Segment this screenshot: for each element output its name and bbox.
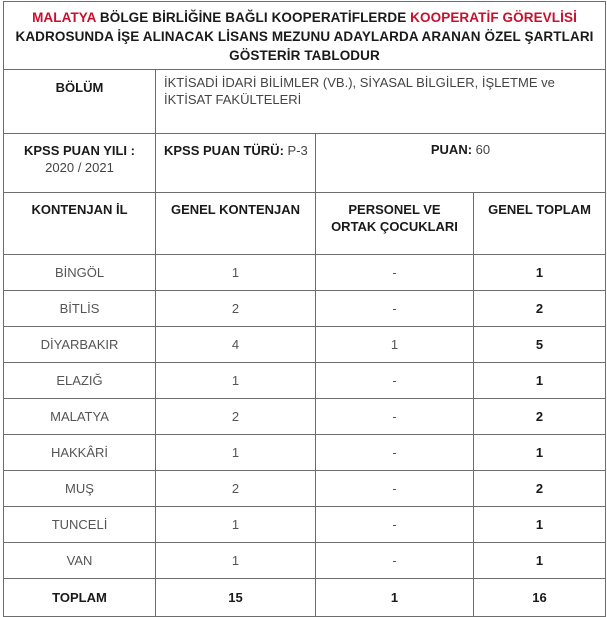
cell-genel: 4 <box>156 327 316 363</box>
cell-personel: - <box>316 507 474 543</box>
cell-il: BİNGÖL <box>4 255 156 291</box>
total-label: TOPLAM <box>4 579 156 617</box>
cell-toplam: 2 <box>474 291 606 327</box>
cell-personel: 1 <box>316 327 474 363</box>
table-row <box>4 471 606 507</box>
cell-genel: 2 <box>156 291 316 327</box>
header-genel: GENEL KONTENJAN <box>156 193 316 255</box>
cell-personel: - <box>316 399 474 435</box>
cell-il: DİYARBAKIR <box>4 327 156 363</box>
table-row <box>4 399 606 435</box>
table-row <box>4 363 606 399</box>
table-title <box>4 2 606 70</box>
quota-table <box>3 1 606 617</box>
cell-genel: 1 <box>156 507 316 543</box>
cell-personel: - <box>316 255 474 291</box>
cell-personel: - <box>316 291 474 327</box>
cell-genel: 2 <box>156 471 316 507</box>
cell-il: BİTLİS <box>4 291 156 327</box>
table-row <box>4 507 606 543</box>
cell-il: HAKKÂRİ <box>4 435 156 471</box>
puan-label: PUAN: <box>430 142 473 157</box>
total-genel: 15 <box>156 579 316 617</box>
cell-personel: - <box>316 471 474 507</box>
title-text-1: BÖLGE BİRLİĞİNE BAĞLI KOOPERATİFLERDE <box>96 9 411 25</box>
title-position: KOOPERATİF GÖREVLİSİ <box>410 9 577 25</box>
header-row <box>4 193 606 255</box>
cell-toplam: 2 <box>474 471 606 507</box>
total-row <box>4 579 606 617</box>
cell-toplam: 1 <box>474 435 606 471</box>
cell-genel: 1 <box>156 435 316 471</box>
kpss-type-cell <box>156 134 316 193</box>
cell-toplam: 1 <box>474 543 606 579</box>
kpss-year-value: 2020 / 2021 <box>45 160 114 175</box>
table-row <box>4 327 606 363</box>
bolum-row <box>4 70 606 134</box>
cell-genel: 1 <box>156 543 316 579</box>
cell-toplam: 1 <box>474 255 606 291</box>
total-personel: 1 <box>316 579 474 617</box>
header-il: KONTENJAN İL <box>4 193 156 255</box>
kpss-row <box>4 134 606 193</box>
cell-personel: - <box>316 435 474 471</box>
header-toplam: GENEL TOPLAM <box>474 193 606 255</box>
bolum-value: İKTİSADİ İDARİ BİLİMLER (VB.), SİYASAL BİLGİLER, İŞLETME ve İKTİSAT FAKÜLTELERİ <box>156 70 606 134</box>
cell-il: MUŞ <box>4 471 156 507</box>
kpss-year-label: KPSS PUAN YILI : <box>23 143 135 158</box>
cell-il: TUNCELİ <box>4 507 156 543</box>
title-region: MALATYA <box>32 9 97 25</box>
cell-il: MALATYA <box>4 399 156 435</box>
cell-genel: 1 <box>156 363 316 399</box>
total-toplam: 16 <box>474 579 606 617</box>
cell-genel: 1 <box>156 255 316 291</box>
table-row <box>4 543 606 579</box>
kpss-type-label: KPSS PUAN TÜRÜ: <box>164 143 284 158</box>
cell-personel: - <box>316 363 474 399</box>
puan-cell <box>316 134 606 193</box>
cell-il: VAN <box>4 543 156 579</box>
cell-toplam: 2 <box>474 399 606 435</box>
title-text-2: KADROSUNDA İŞE ALINACAK LİSANS MEZUNU ADAYLARDA ARANAN ÖZEL ŞARTLARI GÖSTERİR TABLODUR <box>15 28 594 63</box>
cell-il: ELAZIĞ <box>4 363 156 399</box>
table-row <box>4 255 606 291</box>
header-personel: PERSONEL VE ORTAK ÇOCUKLARI <box>316 193 474 255</box>
title-row <box>4 2 606 70</box>
cell-toplam: 5 <box>474 327 606 363</box>
cell-genel: 2 <box>156 399 316 435</box>
cell-toplam: 1 <box>474 507 606 543</box>
table-row <box>4 435 606 471</box>
cell-toplam: 1 <box>474 363 606 399</box>
table-row <box>4 291 606 327</box>
kpss-type-value: P-3 <box>283 143 308 158</box>
puan-value: 60 <box>472 142 491 157</box>
bolum-label: BÖLÜM <box>4 70 156 134</box>
kpss-year-cell <box>4 134 156 193</box>
cell-personel: - <box>316 543 474 579</box>
